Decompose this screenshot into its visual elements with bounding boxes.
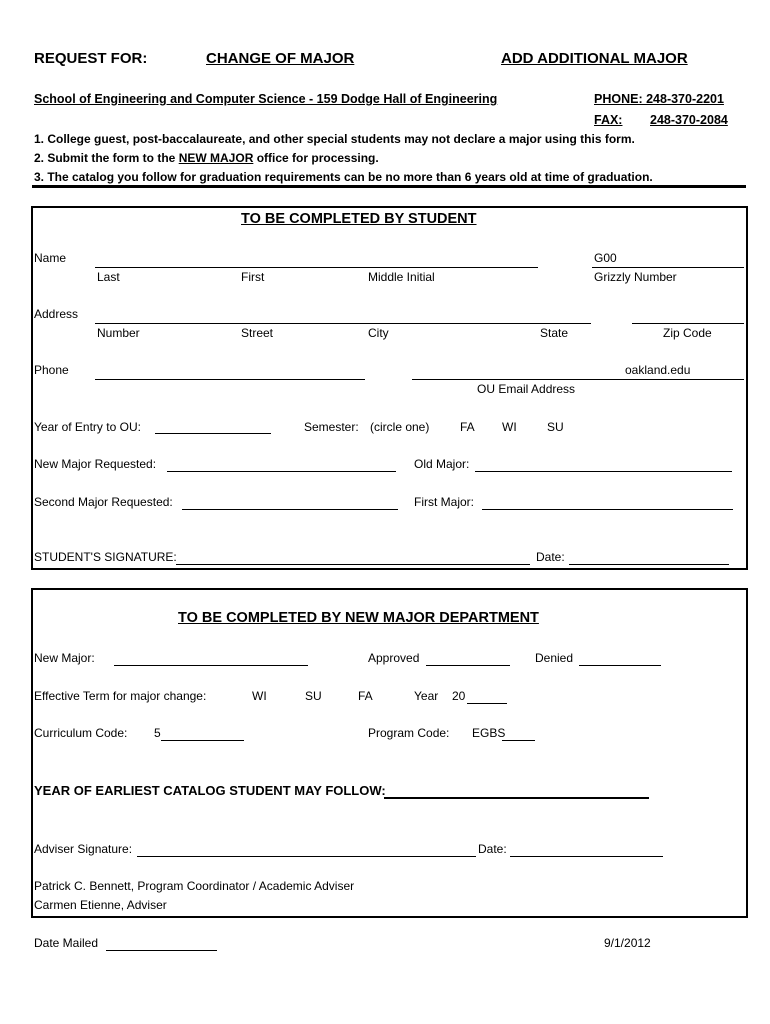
denied-field[interactable]	[579, 665, 661, 666]
note-2-end: office for processing.	[256, 151, 379, 165]
year-of-entry-label: Year of Entry to OU:	[34, 420, 141, 434]
earliest-catalog-label: YEAR OF EARLIEST CATALOG STUDENT MAY FOLLOW:	[34, 783, 386, 798]
semester-su-option[interactable]: SU	[547, 420, 564, 434]
name-label: Name	[34, 251, 67, 265]
adviser-date-label: Date:	[478, 842, 507, 856]
adviser-name: Carmen Etienne, Adviser	[34, 898, 167, 912]
address-field[interactable]	[95, 323, 591, 324]
term-fa-option[interactable]: FA	[358, 689, 373, 703]
semester-label: Semester:	[304, 420, 359, 434]
grizzly-number-caption: Grizzly Number	[594, 270, 677, 284]
department-section	[31, 588, 748, 918]
note-2	[34, 151, 379, 165]
program-code-label: Program Code:	[368, 726, 450, 740]
student-section-title: TO BE COMPLETED BY STUDENT	[241, 211, 477, 227]
note-2-new-major: NEW MAJOR	[178, 151, 254, 165]
note-3: 3. The catalog you follow for graduation requirements can be no more than 6 years old at time of graduation.	[34, 170, 653, 184]
zip-code-caption: Zip Code	[663, 326, 712, 340]
request-for-label: REQUEST FOR:	[34, 50, 148, 67]
year-field[interactable]	[467, 703, 507, 704]
first-major-field[interactable]	[482, 509, 733, 510]
first-name-caption: First	[241, 270, 265, 284]
term-wi-option[interactable]: WI	[252, 689, 267, 703]
student-section	[31, 206, 748, 570]
approved-field[interactable]	[426, 665, 510, 666]
g00-prefix: G00	[594, 251, 617, 265]
adviser-signature-field[interactable]	[137, 856, 476, 857]
curriculum-code-prefix: 5	[154, 726, 161, 740]
new-major-requested-label: New Major Requested:	[34, 457, 157, 471]
add-additional-major-option[interactable]: ADD ADDITIONAL MAJOR	[501, 50, 688, 67]
student-date-label: Date:	[536, 550, 565, 564]
year-of-entry-field[interactable]	[155, 433, 271, 434]
circle-one-hint: (circle one)	[370, 420, 430, 434]
year-prefix: 20	[452, 689, 466, 703]
phone-number: PHONE: 248-370-2201	[594, 92, 724, 106]
second-major-requested-field[interactable]	[182, 509, 398, 510]
denied-label: Denied	[535, 651, 574, 665]
number-caption: Number	[97, 326, 140, 340]
department-section-title: TO BE COMPLETED BY NEW MAJOR DEPARTMENT	[178, 610, 539, 626]
grizzly-number-field[interactable]	[592, 267, 744, 268]
school-address: School of Engineering and Computer Science - 159 Dodge Hall of Engineering	[34, 92, 498, 106]
new-major-label: New Major:	[34, 651, 95, 665]
date-mailed-label: Date Mailed	[34, 936, 99, 950]
street-caption: Street	[241, 326, 274, 340]
change-of-major-option[interactable]: CHANGE OF MAJOR	[206, 50, 355, 67]
middle-initial-caption: Middle Initial	[368, 270, 435, 284]
city-caption: City	[368, 326, 389, 340]
coordinator-name: Patrick C. Bennett, Program Coordinator / Academic Adviser	[34, 879, 355, 893]
curriculum-code-field[interactable]	[161, 740, 244, 741]
semester-wi-option[interactable]: WI	[502, 420, 517, 434]
address-label: Address	[34, 307, 79, 321]
phone-field[interactable]	[95, 379, 365, 380]
adviser-date-field[interactable]	[510, 856, 663, 857]
last-name-caption: Last	[97, 270, 120, 284]
year-label: Year	[414, 689, 439, 703]
earliest-catalog-field[interactable]	[384, 797, 649, 799]
note-1: 1. College guest, post-baccalaureate, and other special students may not declare a major using this form.	[34, 132, 635, 146]
first-major-label: First Major:	[414, 495, 474, 509]
note-2-start: 2. Submit the form to the	[34, 151, 176, 165]
state-caption: State	[540, 326, 569, 340]
oakland-edu-suffix: oakland.edu	[625, 363, 691, 377]
effective-term-label: Effective Term for major change:	[34, 689, 207, 703]
fax-label: FAX:	[594, 113, 623, 127]
header-divider	[32, 185, 746, 188]
semester-fa-option[interactable]: FA	[460, 420, 475, 434]
old-major-label: Old Major:	[414, 457, 470, 471]
program-code-prefix: EGBS	[472, 726, 506, 740]
adviser-signature-label: Adviser Signature:	[34, 842, 133, 856]
program-code-field[interactable]	[502, 740, 535, 741]
term-su-option[interactable]: SU	[305, 689, 322, 703]
name-field[interactable]	[95, 267, 538, 268]
phone-label: Phone	[34, 363, 69, 377]
student-signature-label: STUDENT'S SIGNATURE:	[34, 550, 177, 564]
student-date-field[interactable]	[569, 564, 729, 565]
student-signature-field[interactable]	[176, 564, 530, 565]
ou-email-caption: OU Email Address	[477, 382, 576, 396]
ou-email-field[interactable]	[412, 379, 744, 380]
approved-label: Approved	[368, 651, 420, 665]
curriculum-code-label: Curriculum Code:	[34, 726, 128, 740]
fax-number: 248-370-2084	[650, 113, 728, 127]
old-major-field[interactable]	[475, 471, 732, 472]
second-major-requested-label: Second Major Requested:	[34, 495, 173, 509]
date-mailed-field[interactable]	[106, 950, 217, 951]
new-major-field[interactable]	[114, 665, 308, 666]
new-major-requested-field[interactable]	[167, 471, 396, 472]
form-revision-date: 9/1/2012	[604, 936, 651, 950]
zip-code-field[interactable]	[632, 323, 744, 324]
